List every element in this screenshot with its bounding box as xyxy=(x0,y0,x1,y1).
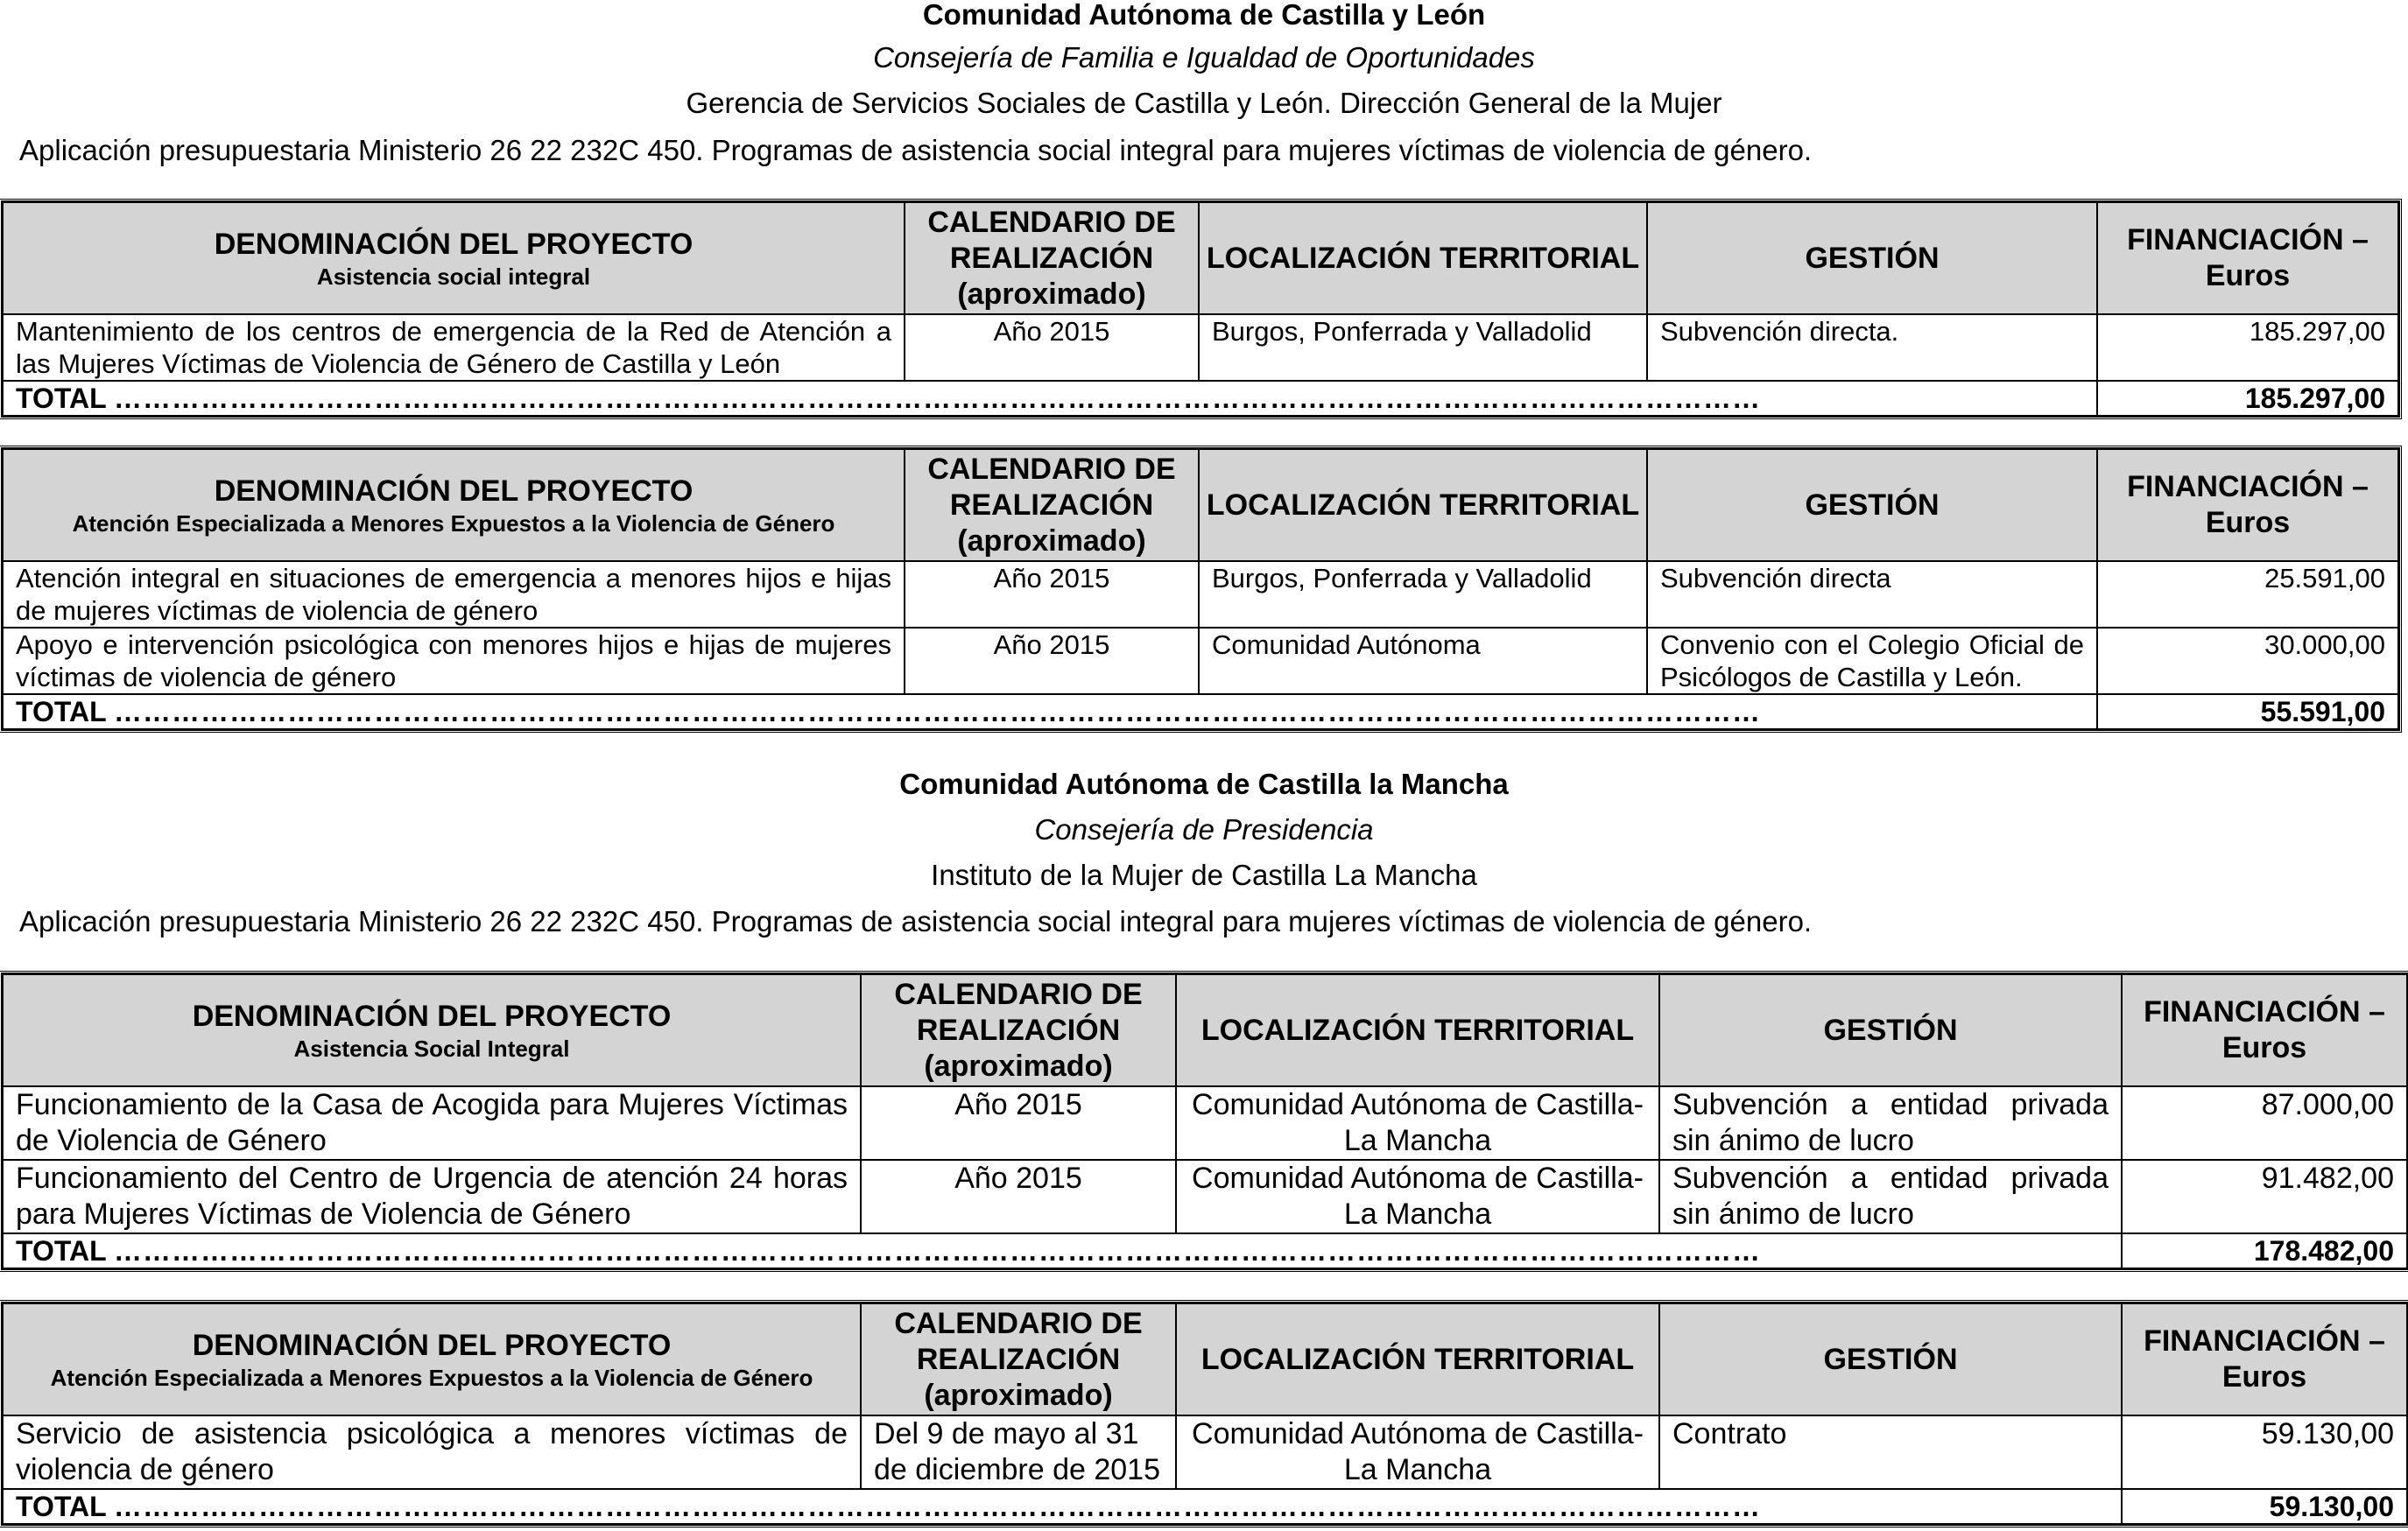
clm-table-asistencia xyxy=(2,973,2408,1269)
table-row xyxy=(3,561,2398,628)
header-gestion: GESTIÓN xyxy=(1659,1303,2122,1415)
total-value: 178.482,00 xyxy=(2122,1233,2407,1268)
cell-financiacion: 87.000,00 xyxy=(2122,1086,2407,1160)
cell-localizacion: Comunidad Autónoma de Castilla-La Mancha xyxy=(1176,1086,1659,1160)
header-calendario: CALENDARIO DE REALIZACIÓN (aproximado) xyxy=(861,974,1176,1086)
cell-localizacion: Comunidad Autónoma de Castilla-La Mancha xyxy=(1176,1415,1659,1489)
total-row xyxy=(3,694,2398,729)
total-label: TOTAL ……………………………………………………………………………………………………………………………………………………… xyxy=(3,694,2097,729)
header-calendario: CALENDARIO DE REALIZACIÓN (aproximado) xyxy=(905,202,1199,314)
header-subtitle: Asistencia social integral xyxy=(316,263,591,290)
cell-calendario: Año 2015 xyxy=(905,628,1199,694)
header-denominacion: DENOMINACIÓN DEL PROYECTO Asistencia Social Integral xyxy=(3,974,861,1086)
header-localizacion: LOCALIZACIÓN TERRITORIAL xyxy=(1199,202,1647,314)
cell-financiacion: 185.297,00 xyxy=(2097,314,2398,381)
table-header-row xyxy=(3,449,2398,561)
cell-financiacion: 59.130,00 xyxy=(2122,1415,2407,1489)
header-calendario: CALENDARIO DE REALIZACIÓN (aproximado) xyxy=(905,449,1199,561)
table-row xyxy=(3,628,2398,694)
total-value: 185.297,00 xyxy=(2097,381,2398,416)
cell-calendario: Año 2015 xyxy=(905,314,1199,381)
total-label: TOTAL ……………………………………………………………………………………………………………………………………………………… xyxy=(3,1489,2122,1524)
clm-instituto: Instituto de la Mujer de Castilla La Mancha xyxy=(931,859,1477,891)
cell-gestion: Contrato xyxy=(1659,1415,2122,1489)
cell-calendario: Año 2015 xyxy=(905,561,1199,628)
total-row xyxy=(3,381,2398,416)
table-header-row xyxy=(3,1303,2407,1415)
cell-proyecto: Atención integral en situaciones de emergencia a menores hijos e hijas de mujeres víctimas de violencia de género xyxy=(3,561,905,628)
cell-proyecto: Apoyo e intervención psicológica con menores hijos e hijas de mujeres víctimas de violencia de género xyxy=(3,628,905,694)
header-localizacion: LOCALIZACIÓN TERRITORIAL xyxy=(1176,974,1659,1086)
header-denominacion: DENOMINACIÓN DEL PROYECTO Asistencia social integral xyxy=(3,202,905,314)
header-subtitle: Atención Especializada a Menores Expuestos a la Violencia de Género xyxy=(50,1364,813,1391)
cell-localizacion: Comunidad Autónoma xyxy=(1199,628,1647,694)
table-header-row xyxy=(3,974,2407,1086)
cell-localizacion: Burgos, Ponferrada y Valladolid xyxy=(1199,561,1647,628)
cell-gestion: Convenio con el Colegio Oficial de Psicólogos de Castilla y León. xyxy=(1647,628,2097,694)
cell-financiacion: 25.591,00 xyxy=(2097,561,2398,628)
cyl-aplicacion: Aplicación presupuestaria Ministerio 26 22 232C 450. Programas de asistencia social integral para mujeres víctimas de violencia de género. xyxy=(19,134,1813,166)
cell-gestion: Subvención directa xyxy=(1647,561,2097,628)
header-denominacion: DENOMINACIÓN DEL PROYECTO Atención Especializada a Menores Expuestos a la Violencia de Género xyxy=(3,449,905,561)
cell-localizacion: Comunidad Autónoma de Castilla-La Mancha xyxy=(1176,1160,1659,1233)
total-row xyxy=(3,1489,2407,1524)
clm-table-menores xyxy=(2,1303,2408,1525)
cyl-gerencia: Gerencia de Servicios Sociales de Castilla y León. Dirección General de la Mujer xyxy=(686,87,1722,119)
table-row xyxy=(3,1415,2407,1489)
table-row xyxy=(3,1086,2407,1160)
total-label: TOTAL ……………………………………………………………………………………………………………………………………………………… xyxy=(3,381,2097,416)
cell-calendario: Del 9 de mayo al 31 de diciembre de 2015 xyxy=(861,1415,1176,1489)
header-financiacion: FINANCIACIÓN – Euros xyxy=(2122,974,2407,1086)
cell-financiacion: 91.482,00 xyxy=(2122,1160,2407,1233)
header-financiacion: FINANCIACIÓN – Euros xyxy=(2097,202,2398,314)
total-label: TOTAL ……………………………………………………………………………………………………………………………………………………… xyxy=(3,1233,2122,1268)
header-gestion: GESTIÓN xyxy=(1659,974,2122,1086)
header-localizacion: LOCALIZACIÓN TERRITORIAL xyxy=(1176,1303,1659,1415)
header-subtitle: Atención Especializada a Menores Expuestos a la Violencia de Género xyxy=(72,509,835,537)
table-row xyxy=(3,314,2398,381)
cyl-table-menores xyxy=(2,448,2399,730)
cell-proyecto: Funcionamiento del Centro de Urgencia de atención 24 horas para Mujeres Víctimas de Violencia de Género xyxy=(3,1160,861,1233)
clm-consejeria: Consejería de Presidencia xyxy=(1034,813,1374,846)
clm-aplicacion: Aplicación presupuestaria Ministerio 26 22 232C 450. Programas de asistencia social integral para mujeres víctimas de violencia de género. xyxy=(19,905,1813,938)
cyl-consejeria: Consejería de Familia e Igualdad de Oportunidades xyxy=(873,41,1535,74)
total-value: 55.591,00 xyxy=(2097,694,2398,729)
header-subtitle: Asistencia Social Integral xyxy=(293,1035,570,1062)
total-row xyxy=(3,1233,2407,1268)
cell-gestion: Subvención a entidad privada sin ánimo de lucro xyxy=(1659,1086,2122,1160)
cell-gestion: Subvención a entidad privada sin ánimo de lucro xyxy=(1659,1160,2122,1233)
header-financiacion: FINANCIACIÓN – Euros xyxy=(2122,1303,2407,1415)
cell-financiacion: 30.000,00 xyxy=(2097,628,2398,694)
header-gestion: GESTIÓN xyxy=(1647,449,2097,561)
cell-proyecto: Servicio de asistencia psicológica a menores víctimas de violencia de género xyxy=(3,1415,861,1489)
header-gestion: GESTIÓN xyxy=(1647,202,2097,314)
clm-title: Comunidad Autónoma de Castilla la Mancha xyxy=(899,768,1509,800)
cell-proyecto: Funcionamiento de la Casa de Acogida para Mujeres Víctimas de Violencia de Género xyxy=(3,1086,861,1160)
header-financiacion: FINANCIACIÓN – Euros xyxy=(2097,449,2398,561)
cell-gestion: Subvención directa. xyxy=(1647,314,2097,381)
total-value: 59.130,00 xyxy=(2122,1489,2407,1524)
cell-calendario: Año 2015 xyxy=(861,1086,1176,1160)
header-denominacion: DENOMINACIÓN DEL PROYECTO Atención Especializada a Menores Expuestos a la Violencia de Género xyxy=(3,1303,861,1415)
cyl-table-asistencia xyxy=(2,201,2399,417)
cell-localizacion: Burgos, Ponferrada y Valladolid xyxy=(1199,314,1647,381)
cell-proyecto: Mantenimiento de los centros de emergencia de la Red de Atención a las Mujeres Víctimas de Violencia de Género de Castilla y León xyxy=(3,314,905,381)
cell-calendario: Año 2015 xyxy=(861,1160,1176,1233)
table-header-row xyxy=(3,202,2398,314)
header-localizacion: LOCALIZACIÓN TERRITORIAL xyxy=(1199,449,1647,561)
table-row xyxy=(3,1160,2407,1233)
cyl-title: Comunidad Autónoma de Castilla y León xyxy=(922,0,1486,31)
header-calendario: CALENDARIO DE REALIZACIÓN (aproximado) xyxy=(861,1303,1176,1415)
